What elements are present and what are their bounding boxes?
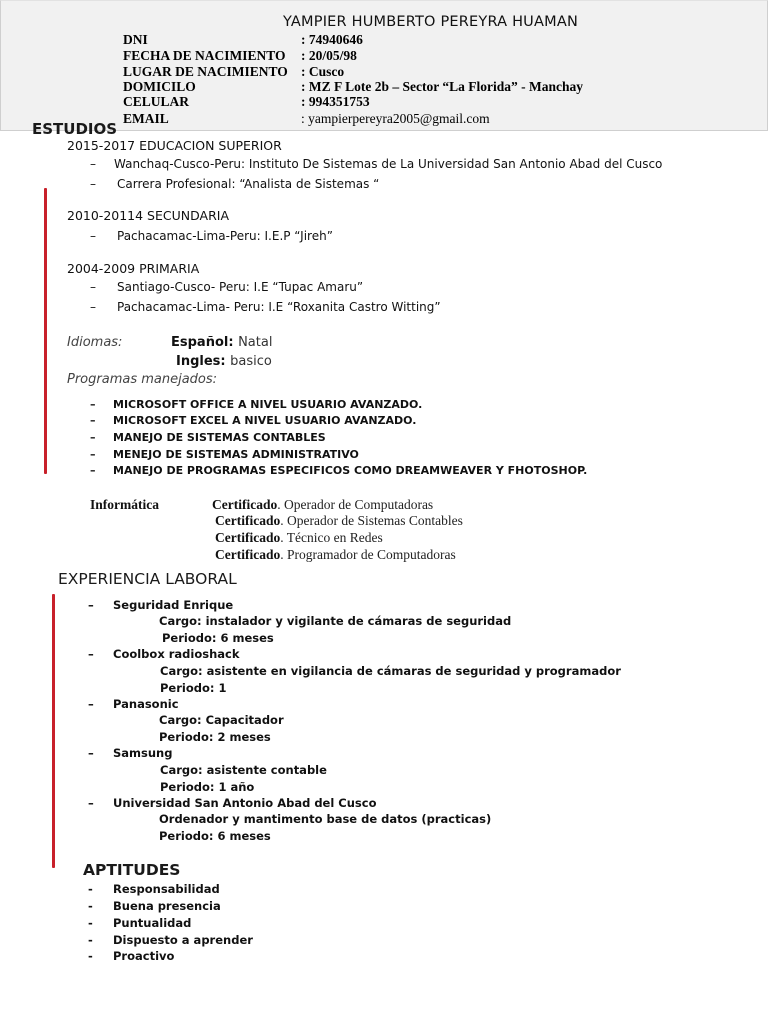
- certificate-name: . Técnico en Redes: [280, 530, 383, 545]
- info-label: DOMICILO: [123, 79, 196, 94]
- program-text: MANEJO DE SISTEMAS CONTABLES: [113, 431, 326, 444]
- language-level: Natal: [238, 335, 273, 350]
- job-periodo: Periodo: 6 meses: [162, 631, 274, 645]
- info-label: EMAIL: [123, 111, 169, 126]
- edu-item-text: Carrera Profesional: “Analista de Sistemas “: [117, 177, 380, 191]
- company-text: Universidad San Antonio Abad del Cusco: [113, 796, 377, 810]
- informatica-label: Informática: [90, 497, 159, 512]
- company-text: Seguridad Enrique: [113, 598, 234, 612]
- dash-bullet: –: [90, 157, 96, 171]
- dash-bullet: –: [88, 796, 94, 810]
- certificate-name: . Operador de Computadoras: [277, 497, 434, 512]
- certificate-key: Certificado: [215, 530, 281, 545]
- language-entry: [176, 354, 272, 369]
- dash-bullet: –: [88, 647, 94, 661]
- info-label: DNI: [123, 32, 148, 47]
- edu-heading: 2015-2017 EDUCACION SUPERIOR: [67, 138, 282, 153]
- edu-heading: 2004-2009 PRIMARIA: [67, 261, 200, 276]
- aptitudes-title: APTITUDES: [83, 861, 181, 879]
- edu-item-text: Santiago-Cusco- Peru: I.E “Tupac Amaru”: [117, 280, 364, 294]
- language-level: basico: [230, 354, 272, 369]
- job-cargo: Ordenador y mantimento base de datos (practicas): [159, 812, 492, 826]
- edu-item-text: Pachacamac-Lima-Peru: I.E.P “Jireh”: [117, 229, 333, 243]
- dash-bullet: –: [88, 697, 94, 711]
- info-label: LUGAR DE NACIMIENTO: [123, 64, 288, 79]
- aptitude-text: Puntualidad: [113, 916, 192, 930]
- dash-bullet: –: [90, 300, 96, 314]
- aptitude-text: Buena presencia: [113, 899, 221, 913]
- program-text: MANEJO DE PROGRAMAS ESPECIFICOS COMO DREAMWEAVER Y FHOTOSHOP.: [113, 464, 588, 477]
- edu-item-text: Pachacamac-Lima- Peru: I.E “Roxanita Castro Witting”: [117, 300, 441, 314]
- certificate-key: Certificado: [215, 513, 281, 528]
- edu-heading: 2010-20114 SECUNDARIA: [67, 208, 229, 223]
- certificate-name: . Programador de Computadoras: [280, 547, 456, 562]
- certificate-key: Certificado: [212, 497, 278, 512]
- job-periodo: Periodo: 1: [160, 681, 227, 695]
- job-cargo: Cargo: instalador y vigilante de cámaras de seguridad: [159, 614, 512, 628]
- program-text: MENEJO DE SISTEMAS ADMINISTRATIVO: [113, 448, 359, 461]
- info-value: : 74940646: [301, 32, 363, 47]
- info-value: : 20/05/98: [301, 48, 357, 63]
- full-name: YAMPIER HUMBERTO PEREYRA HUAMAN: [283, 14, 578, 30]
- certificate-row: [212, 497, 433, 513]
- accent-bar: [52, 594, 55, 868]
- experiencia-title: EXPERIENCIA LABORAL: [58, 570, 237, 588]
- dash-bullet: –: [90, 229, 96, 243]
- dash-bullet: –: [88, 598, 94, 612]
- info-label: CELULAR: [123, 94, 190, 109]
- certificate-name: . Operador de Sistemas Contables: [280, 513, 463, 528]
- programas-label: Programas manejados:: [67, 372, 218, 387]
- company-text: Panasonic: [113, 697, 179, 711]
- aptitude-text: Proactivo: [113, 949, 175, 963]
- certificate-key: Certificado: [215, 547, 281, 562]
- language-name: Español:: [171, 335, 234, 350]
- certificate-row: [215, 547, 456, 563]
- aptitude-text: Responsabilidad: [113, 882, 220, 896]
- dash-bullet: –: [90, 448, 96, 461]
- dash-bullet: –: [90, 431, 96, 444]
- edu-item-text: Wanchaq-Cusco-Peru: Instituto De Sistemas de La Universidad San Antonio Abad del Cusco: [114, 157, 663, 171]
- certificate-row: [215, 513, 463, 529]
- info-value: : Cusco: [301, 64, 345, 79]
- accent-bar: [44, 188, 47, 474]
- info-label: FECHA DE NACIMIENTO: [123, 48, 286, 63]
- idiomas-label: Idiomas:: [67, 335, 123, 350]
- info-value: : yampierpereyra2005@gmail.com: [301, 111, 490, 126]
- dash-bullet: -: [88, 916, 93, 930]
- dash-bullet: -: [88, 899, 93, 913]
- job-periodo: Periodo: 2 meses: [159, 730, 271, 744]
- job-periodo: Periodo: 6 meses: [159, 829, 271, 843]
- dash-bullet: -: [88, 933, 93, 947]
- language-name: Ingles:: [176, 354, 226, 369]
- dash-bullet: -: [88, 882, 93, 896]
- program-text: MICROSOFT EXCEL A NIVEL USUARIO AVANZADO.: [113, 414, 417, 427]
- company-text: Samsung: [113, 746, 173, 760]
- estudios-title: ESTUDIOS: [32, 120, 118, 138]
- job-cargo: Cargo: asistente contable: [160, 763, 327, 777]
- dash-bullet: –: [90, 398, 96, 411]
- header-box: [0, 0, 768, 131]
- aptitude-text: Dispuesto a aprender: [113, 933, 253, 947]
- job-periodo: Periodo: 1 año: [160, 780, 255, 794]
- job-cargo: Cargo: Capacitador: [159, 713, 284, 727]
- dash-bullet: –: [90, 177, 96, 191]
- dash-bullet: –: [90, 414, 96, 427]
- job-cargo: Cargo: asistente en vigilancia de cámaras de seguridad y programador: [160, 664, 621, 678]
- program-text: MICROSOFT OFFICE A NIVEL USUARIO AVANZADO.: [113, 398, 423, 411]
- company-text: Coolbox radioshack: [113, 647, 240, 661]
- certificate-row: [215, 530, 383, 546]
- language-entry: [171, 335, 272, 350]
- info-value: : 994351753: [301, 94, 370, 109]
- dash-bullet: –: [90, 280, 96, 294]
- dash-bullet: –: [88, 746, 94, 760]
- dash-bullet: –: [90, 464, 96, 477]
- info-value: : MZ F Lote 2b – Sector “La Florida” - Manchay: [301, 79, 583, 94]
- dash-bullet: -: [88, 949, 93, 963]
